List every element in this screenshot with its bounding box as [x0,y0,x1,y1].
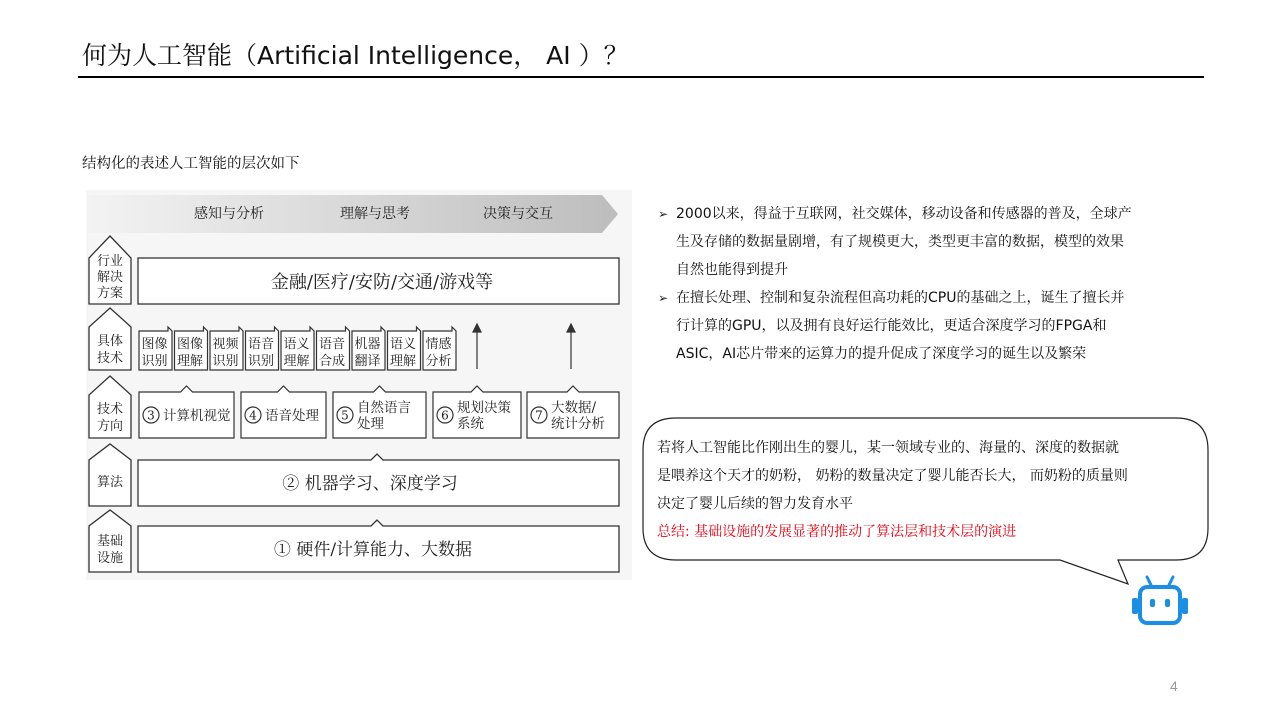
direction-item-text: 计算机视觉 [163,408,231,424]
tech-item-text: 图像 [141,337,168,352]
callout-summary: 总结: 基础设施的发展显著的推动了算法层和技术层的演进 [657,524,1017,540]
bullet-line: 行计算的GPU，以及拥有良好运行能效比，更适合深度学习的FPGA和 [676,318,1107,334]
row-label-text: 技术 [96,351,124,366]
direction-number-digit: 4 [249,408,257,423]
direction-number-digit: 5 [341,408,349,423]
tech-item-text: 语音 [318,337,346,352]
bullet-line: 在擅长处理、控制和复杂流程但高功耗的CPU的基础之上，诞生了擅长并 [676,290,1125,306]
tech-item-text: 识别 [247,354,275,369]
diagram-subtitle: 结构化的表述人工智能的层次如下 [82,156,300,172]
row-label-text: 具体 [96,334,124,349]
tech-item-text: 识别 [212,354,239,369]
algorithm-text: ② 机器学习、深度学习 [282,474,458,494]
page-number: 4 [1170,678,1178,694]
direction-number-digit: 6 [441,408,449,423]
row-label-text: 算法 [96,475,124,490]
stage-label: 理解与思考 [340,206,410,222]
tech-item-text: 理解 [176,354,204,369]
bullet-line: 自然也能得到提升 [676,262,788,278]
arrow-bullet-icon: ➢ [658,207,669,221]
tech-item-text: 理解 [389,354,417,369]
direction-item-text: 自然语言 [357,400,411,416]
callout-text [657,434,1197,546]
robot-icon [1130,574,1190,628]
stage-label: 感知与分析 [194,206,264,222]
row-label-text: 方案 [96,286,124,301]
direction-item-text: 语音处理 [265,408,319,424]
tech-item-text: 翻译 [354,354,381,369]
row-label-text: 设施 [96,551,124,566]
tech-item-text: 图像 [176,337,204,352]
bullet-line: ASIC，AI芯片带来的运算力的提升促成了深度学习的诞生以及繁荣 [676,346,1087,362]
direction-item-text: 规划决策 [457,400,511,416]
direction-item-text: 统计分析 [551,416,605,432]
direction-item-text: 系统 [457,416,484,432]
tech-item-text: 识别 [141,354,168,369]
tech-item-text: 语音 [247,337,275,352]
direction-item-text: 大数据/ [551,400,597,416]
row-label-text: 行业 [96,254,124,269]
tech-item-text: 机器 [354,337,381,352]
row-label-text: 方向 [96,419,124,434]
tech-item-text: 合成 [318,354,346,369]
industry-solutions-text: 金融/医疗/安防/交通/游戏等 [270,272,494,293]
infrastructure-text: ① 硬件/计算能力、大数据 [273,540,473,560]
direction-number-digit: 3 [147,408,155,423]
slide-title: 何为人工智能（Artificial Intelligence， AI ）？ [82,41,629,70]
tech-item-text: 分析 [425,354,452,369]
tech-item-text: 情感 [425,337,452,352]
tech-item-text: 语义 [283,337,310,352]
direction-item-text: 处理 [357,416,384,432]
arrow-bullet-icon: ➢ [658,291,669,305]
row-label-text: 技术 [96,402,124,417]
tech-item-text: 语义 [389,337,417,352]
direction-number-digit: 7 [535,408,543,423]
stage-label: 决策与交互 [483,206,553,222]
callout-line: 若将人工智能比作刚出生的婴儿，某一领域专业的、海量的、深度的数据就 [657,440,1119,456]
row-label-text: 解决 [96,270,124,285]
callout-line: 决定了婴儿后续的智力发育水平 [657,496,853,512]
bullet-line: 2000以来，得益于互联网，社交媒体，移动设备和传感器的普及，全球产 [676,206,1132,222]
callout-line: 是喂养这个天才的奶粉， 奶粉的数量决定了婴儿能否长大， 而奶粉的质量则 [657,468,1128,484]
tech-item-text: 理解 [283,354,310,369]
tech-item-text: 视频 [212,337,239,352]
row-label-text: 基础 [96,534,124,549]
bullet-line: 生及存储的数据量剧增，有了规模更大，类型更丰富的数据，模型的效果 [676,234,1124,250]
